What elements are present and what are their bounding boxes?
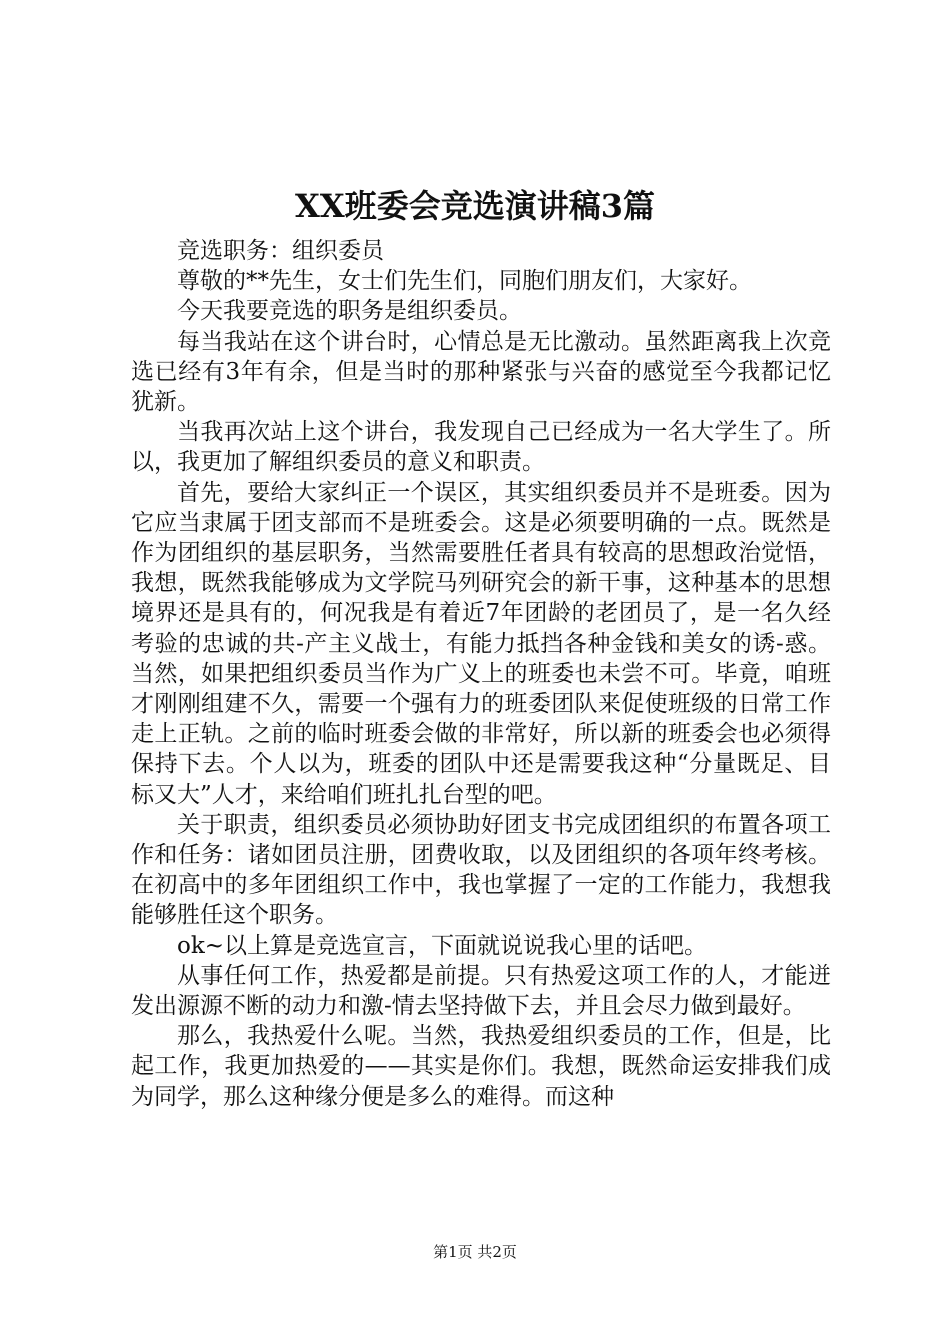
paragraph: 尊敬的**先生，女士们先生们，同胞们朋友们，大家好。 — [177, 268, 752, 295]
paragraph: ok~以上算是竞选宣言，下面就说说我心里的话吧。 — [177, 932, 708, 959]
paragraph: 首先，要给大家纠正一个误区，其实组织委员并不是班委。因为它应当隶属于团支部而不是班委会。这是必须要明确的一点。既然是作为团组织的基层职务，当然需要胜任者具有较高的思想政治觉悟，我想，既然我能够成为文学院马列研究会的新干事，这种基本的思想境界还是具有的，何况我是有着近7年团龄的老团员了，是一名久经考验的忠诚的共-产主义战士，有能力抵挡各种金钱和美女的诱-惑。当然，如果把组织委员当作为广义上的班委也未尝不可。毕竟，咱班才刚刚组建不久，需要一个强有力的班委团队来促使班级的日常工作走上正轨。之前的临时班委会做的非常好，所以新的班委会也必须得保持下去。个人以为，班委的团队中还是需要我这种“分量既足、目标又大”人才，来给咱们班扎扎台型的吧。 — [131, 479, 831, 808]
page-footer: 第1页 共2页 — [433, 1243, 517, 1261]
paragraph: 今天我要竞选的职务是组织委员。 — [177, 298, 522, 325]
paragraph: 当我再次站上这个讲台，我发现自己已经成为一名大学生了。所以，我更加了解组织委员的意义和职责。 — [131, 419, 831, 476]
document-body — [131, 236, 831, 1112]
paragraph: 那么，我热爱什么呢。当然，我热爱组织委员的工作，但是，比起工作，我更加热爱的——其实是你们。我想，既然命运安排我们成为同学，那么这种缘分便是多么的难得。而这种 — [131, 1023, 831, 1110]
paragraph: 从事任何工作，热爱都是前提。只有热爱这项工作的人，才能迸发出源源不断的动力和激-情去坚持做下去，并且会尽力做到最好。 — [131, 962, 831, 1020]
paragraph: 关于职责，组织委员必须协助好团支书完成团组织的布置各项工作和任务：诸如团员注册，团费收取，以及团组织的各项年终考核。在初高中的多年团组织工作中，我也掌握了一定的工作能力，我想我能够胜任这个职务。 — [131, 811, 831, 929]
document-title: XX班委会竞选演讲稿3篇 — [295, 187, 655, 225]
paragraph: 每当我站在这个讲台时，心情总是无比激动。虽然距离我上次竞选已经有3年有余，但是当时的那种紧张与兴奋的感觉至今我都记忆犹新。 — [131, 328, 831, 416]
paragraph: 竞选职务：组织委员 — [177, 238, 384, 264]
